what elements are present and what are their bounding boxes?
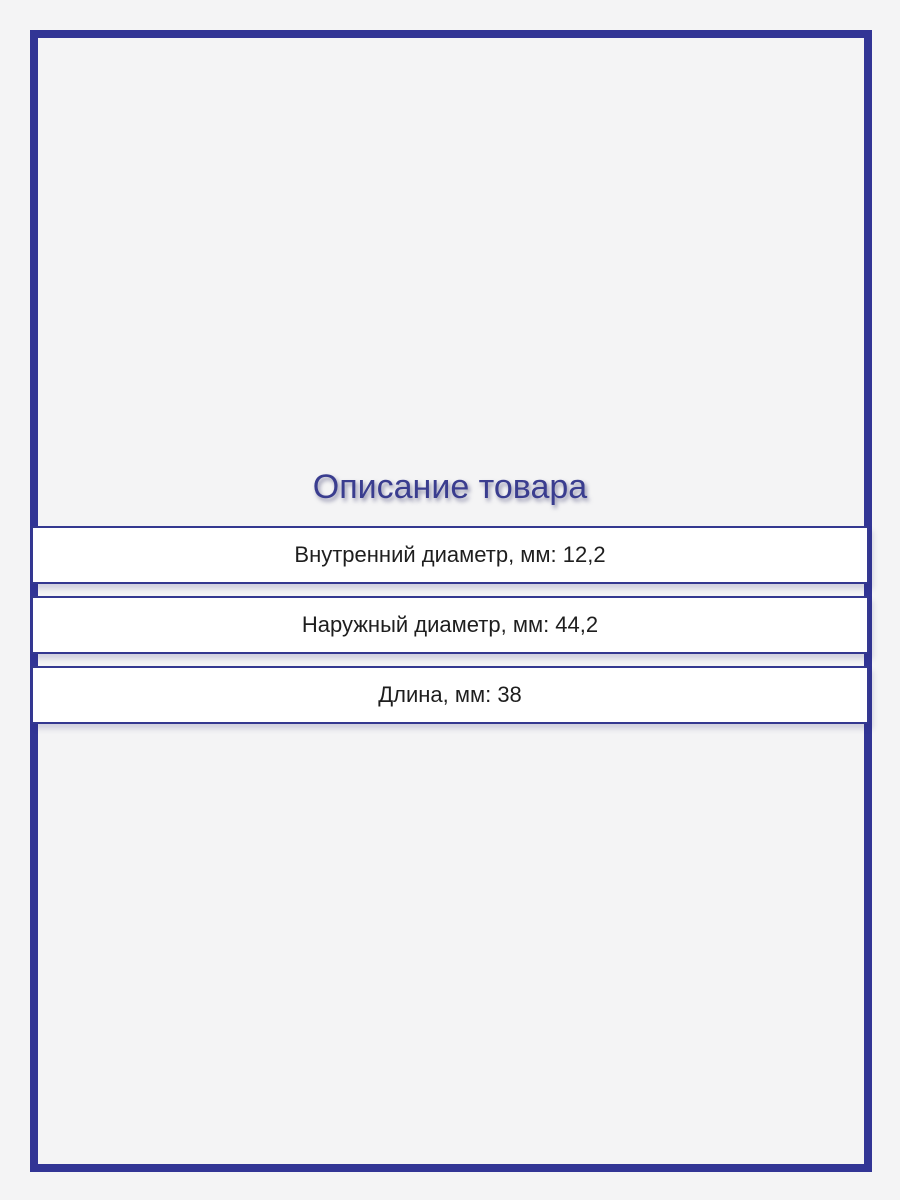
product-description-title: Описание товара [312,468,588,506]
spec-label: Внутренний диаметр, мм: 12,2 [294,542,606,567]
spec-label: Наружный диаметр, мм: 44,2 [301,612,599,637]
spec-label: Длина, мм: 38 [378,682,522,707]
spec-row-inner-diameter [31,526,869,584]
spec-row-outer-diameter [31,596,869,654]
spec-row-length [31,666,869,724]
